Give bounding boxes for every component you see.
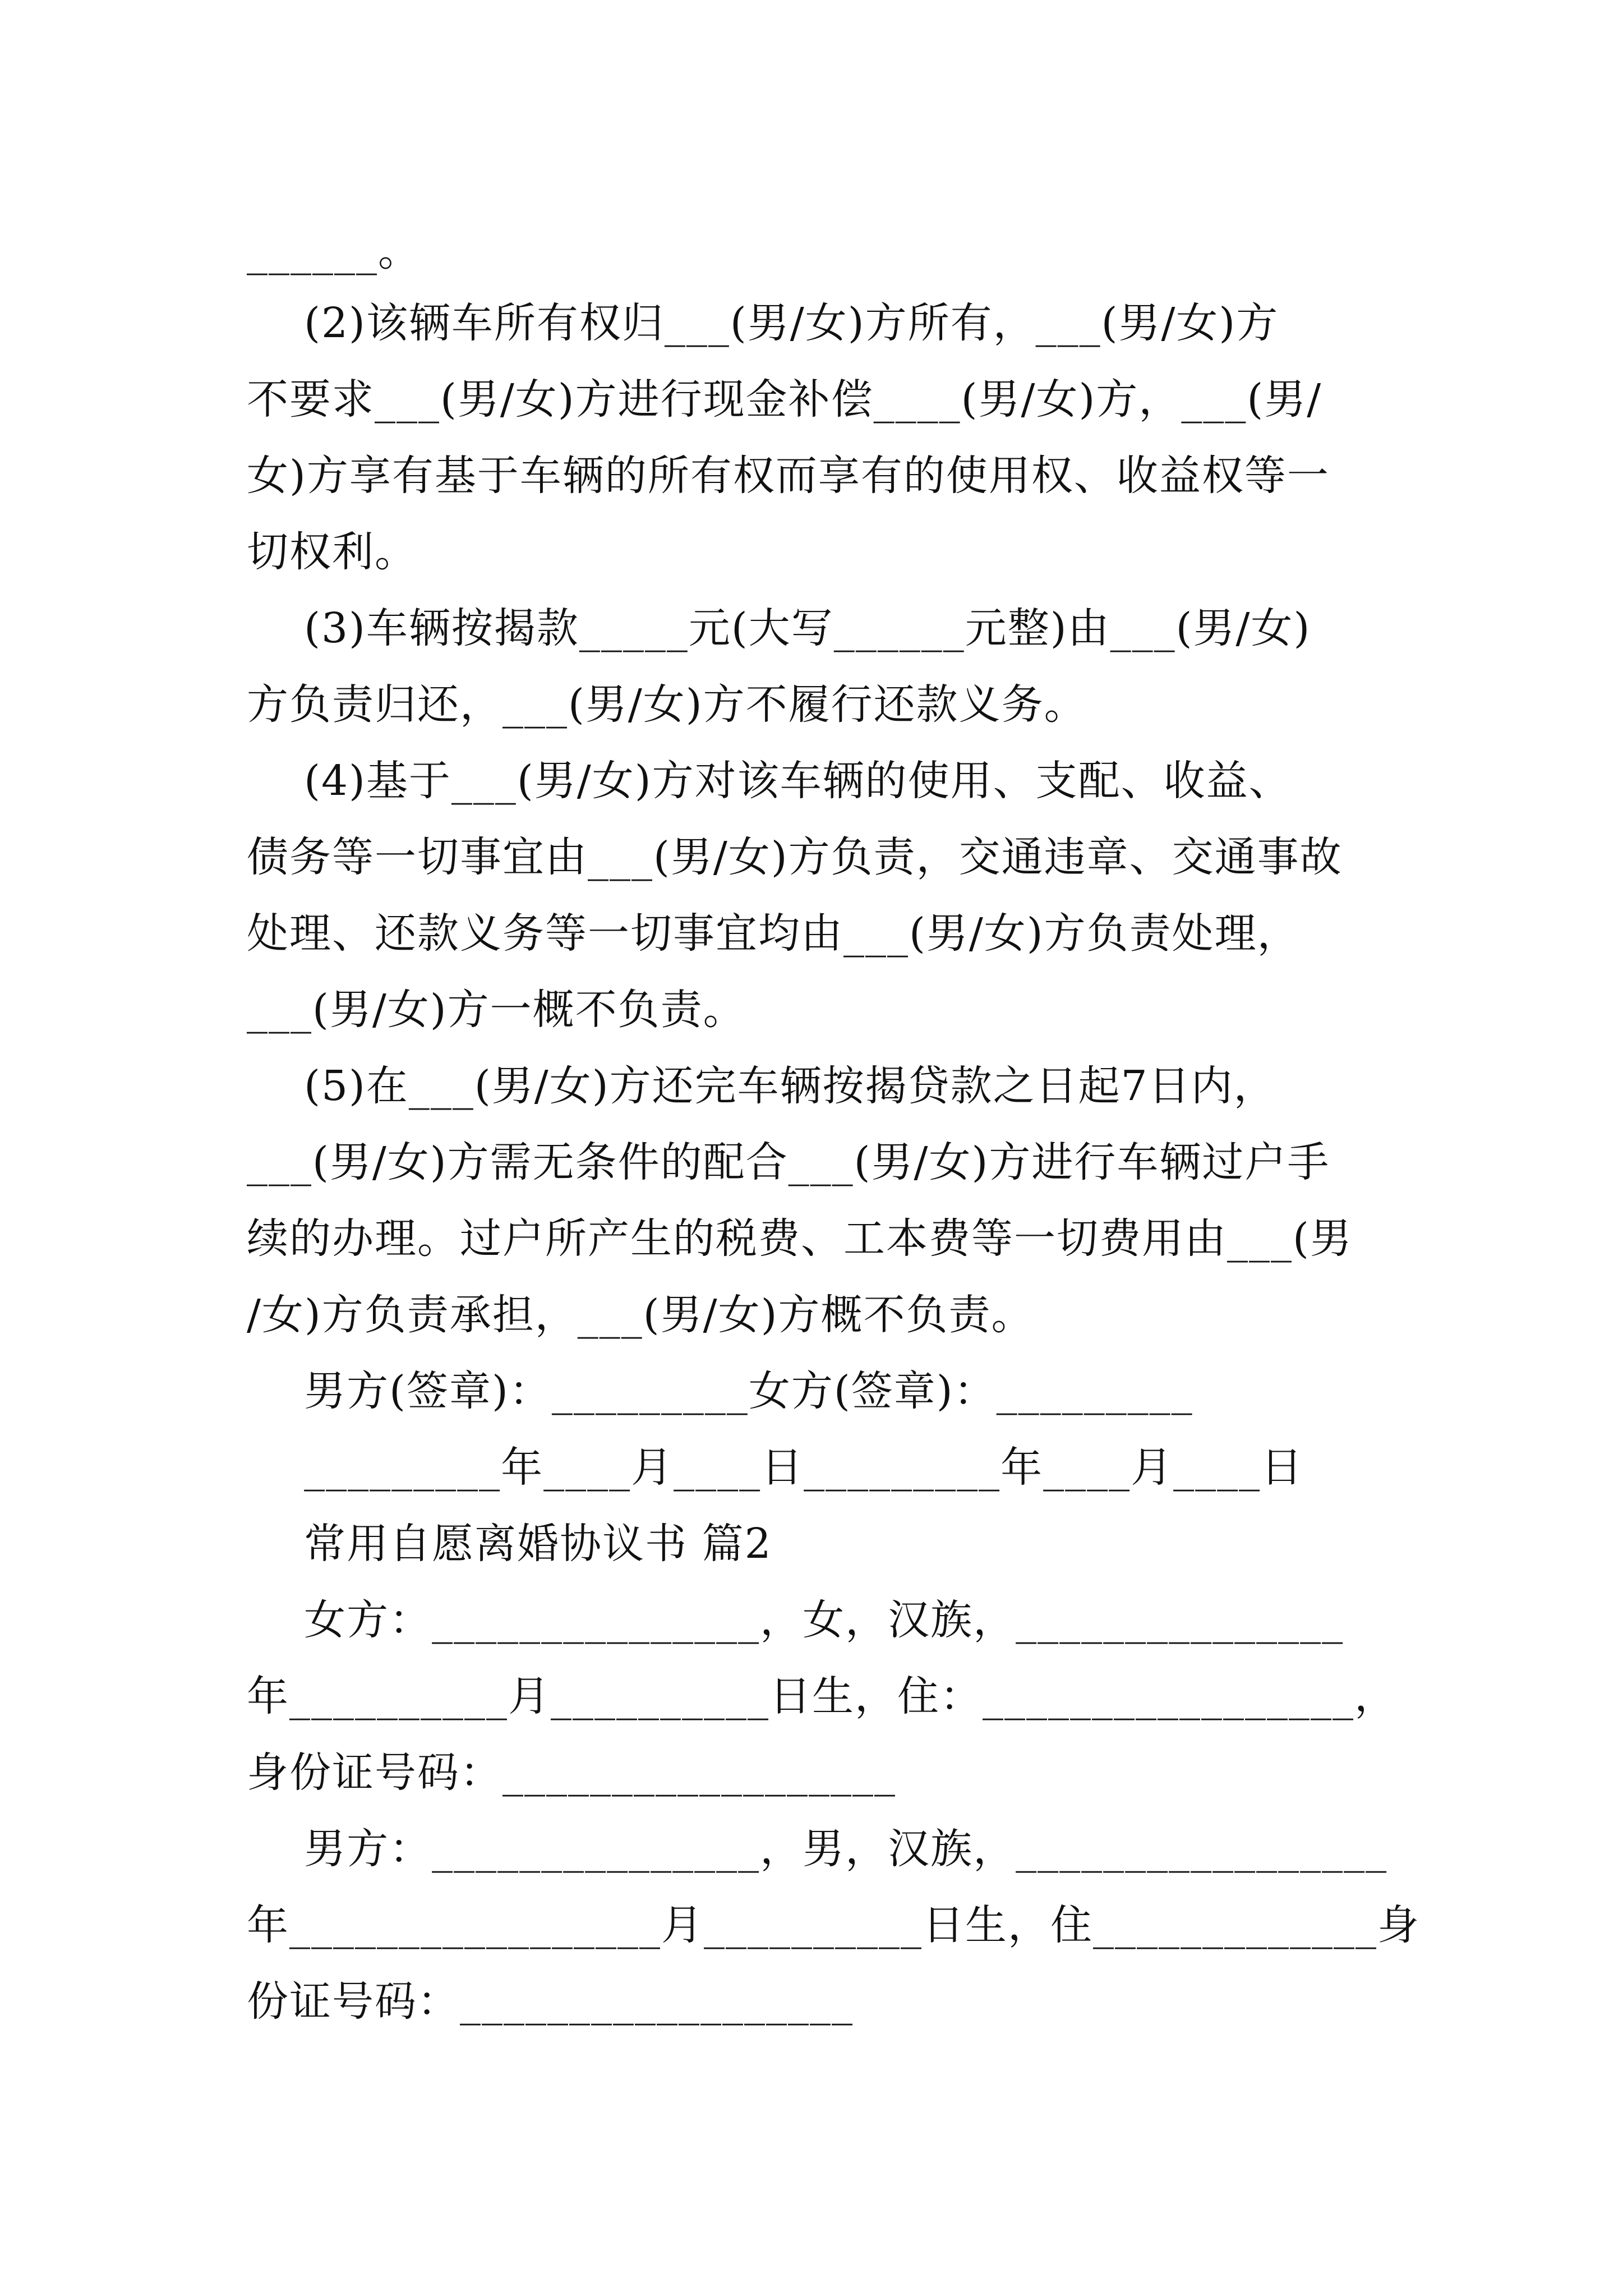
- text-line: 女方：_______________，女，汉族，_______________: [247, 1596, 1344, 1644]
- date-line: _________年____月____日_________年____月____日: [247, 1443, 1304, 1492]
- text-line: 身份证号码：__________________: [247, 1749, 896, 1797]
- text-line: 债务等一切事宜由___(男/女)方负责，交通违章、交通事故: [247, 833, 1343, 881]
- text-line: ___(男/女)方需无条件的配合___(男/女)方进行车辆过户手: [247, 1138, 1330, 1186]
- text-line: 续的办理。过户所产生的税费、工本费等一切费用由___(男: [247, 1214, 1353, 1263]
- text-line: (2)该辆车所有权归___(男/女)方所有，___(男/女)方: [247, 299, 1279, 347]
- signature-line: 男方(签章)：_________女方(签章)：_________: [247, 1367, 1193, 1415]
- text-line: 方负责归还，___(男/女)方不履行还款义务。: [247, 680, 1087, 729]
- text-line: ___(男/女)方一概不负责。: [247, 986, 746, 1034]
- text-line: 年__________月__________日生，住：_________________，: [247, 1672, 1397, 1720]
- text-line: (4)基于___(男/女)方对该车辆的使用、支配、收益、: [247, 757, 1292, 805]
- text-line: 处理、还款义务等一切事宜均由___(男/女)方负责处理，: [247, 909, 1300, 958]
- text-line: /女)方负责承担，___(男/女)方概不负责。: [247, 1291, 1034, 1339]
- text-line: 年_________________月__________日生，住_____________身: [247, 1901, 1420, 1949]
- text-line: 切权利。: [247, 528, 417, 576]
- text-line: (3)车辆按揭款_____元(大写______元整)由___(男/女): [247, 604, 1311, 652]
- text-line: (5)在___(男/女)方还完车辆按揭贷款之日起7日内，: [247, 1062, 1276, 1110]
- text-line: 女)方享有基于车辆的所有权而享有的使用权、收益权等一: [247, 452, 1330, 500]
- text-line: ______。: [247, 227, 421, 275]
- text-line: 份证号码：__________________: [247, 1977, 854, 2026]
- section-heading: 常用自愿离婚协议书 篇2: [247, 1520, 772, 1568]
- text-line: 不要求___(男/女)方进行现金补偿____(男/女)方，___(男/: [247, 375, 1322, 424]
- text-line: 男方：_______________，男，汉族，_________________: [247, 1825, 1388, 1873]
